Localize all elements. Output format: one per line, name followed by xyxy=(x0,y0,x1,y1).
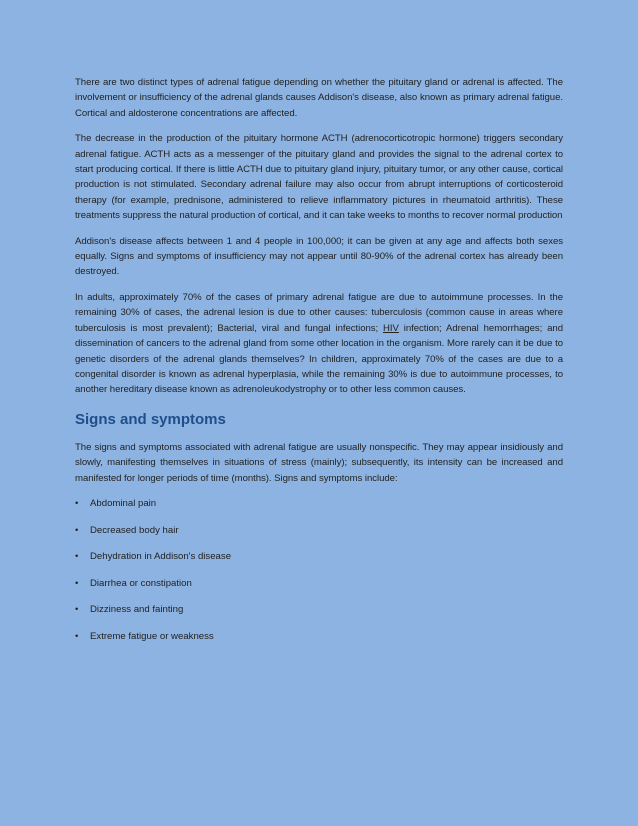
paragraph-acth: The decrease in the production of the pituitary hormone ACTH (adrenocorticotropic hormone) triggers secondary adrenal fatigue. ACTH acts as a messenger of the pituitary gland and provides the signal to the adrenal cortex to start producing cortical. If there is little ACTH due to pituitary gland injury, pituitary tumor, or any other cause, cortical production is not stimulated. Secondary adrenal failure may also occur from abrupt interruptions of corticosteroid therapy (for example, prednisone, administered to relieve inflammatory pictures in rheumatoid arthritis). These treatments suppress the natural production of cortical, and it can take weeks to months to recover normal production xyxy=(75,133,563,222)
list-item xyxy=(75,523,563,538)
list-item xyxy=(75,496,563,511)
list-item xyxy=(75,629,563,644)
paragraph-adrenal-fatigue-types: There are two distinct types of adrenal fatigue depending on whether the pituitary gland or adrenal is affected. The involvement or insufficiency of the adrenal glands causes Addison's disease, also known as primary adrenal fatigue. Cortical and aldosterone concentrations are affected. xyxy=(75,77,563,119)
paragraph-addisons-prevalence: Addison's disease affects between 1 and 4 people in 100,000; it can be given at any age and affects both sexes equally. Signs and symptoms of insufficiency may not appear until 80-90% of the adrenal cortex has already been destroyed. xyxy=(75,235,563,278)
hiv-link[interactable]: HIV xyxy=(383,322,399,334)
list-item xyxy=(75,602,563,617)
document-body xyxy=(75,75,563,656)
list-item-text: Dehydration in Addison's disease xyxy=(90,551,232,563)
list-item-text: Extreme fatigue or weakness xyxy=(90,630,214,642)
list-item-text: Dizziness and fainting xyxy=(90,604,184,616)
paragraph-signs-intro: The signs and symptoms associated with adrenal fatigue are usually nonspecific. They may appear insidiously and slowly, manifesting themselves in situations of stress (mainly); subsequently, its intensity can be increased and manifested for longer periods of time (months). Signs and symptoms include: xyxy=(75,441,563,484)
paragraph-causes-text-1: In adults, approximately 70% of the cases of primary adrenal fatigue are due to autoimmune processes. In the remaining 30% of cases, the adrenal lesion is due to other causes: tuberculosis (common cause in areas where tuberculosis is most prevalent); Bacterial, viral and fungal infections; xyxy=(75,291,563,334)
list-item-text: Diarrhea or constipation xyxy=(90,577,192,589)
section-heading-signs-symptoms: Signs and symptoms xyxy=(75,410,226,428)
bullet-marker: • xyxy=(75,551,79,563)
bullet-marker: • xyxy=(75,630,79,642)
bullet-marker: • xyxy=(75,497,79,509)
list-item xyxy=(75,549,563,564)
bullet-marker: • xyxy=(75,524,79,536)
list-item-text: Abdominal pain xyxy=(90,497,157,509)
bullet-marker: • xyxy=(75,604,79,616)
bullet-marker: • xyxy=(75,577,79,589)
list-item-text: Decreased body hair xyxy=(90,524,179,536)
paragraph-causes-text-2: infection; Adrenal hemorrhages; and dissemination of cancers to the adrenal gland from some other location in the organism. More rarely can it be due to genetic disorders of the adrenal glands themselves? In children, approximately 70% of the cases are due to a congenital disorder is known as adrenal hyperplasia, while the remaining 30% is due to autoimmune processes, to another hereditary disease known as adrenoleukodystrophy or to other less common causes. xyxy=(75,322,563,396)
paragraph-causes xyxy=(75,290,563,398)
symptom-list xyxy=(75,496,563,644)
list-item xyxy=(75,576,563,591)
